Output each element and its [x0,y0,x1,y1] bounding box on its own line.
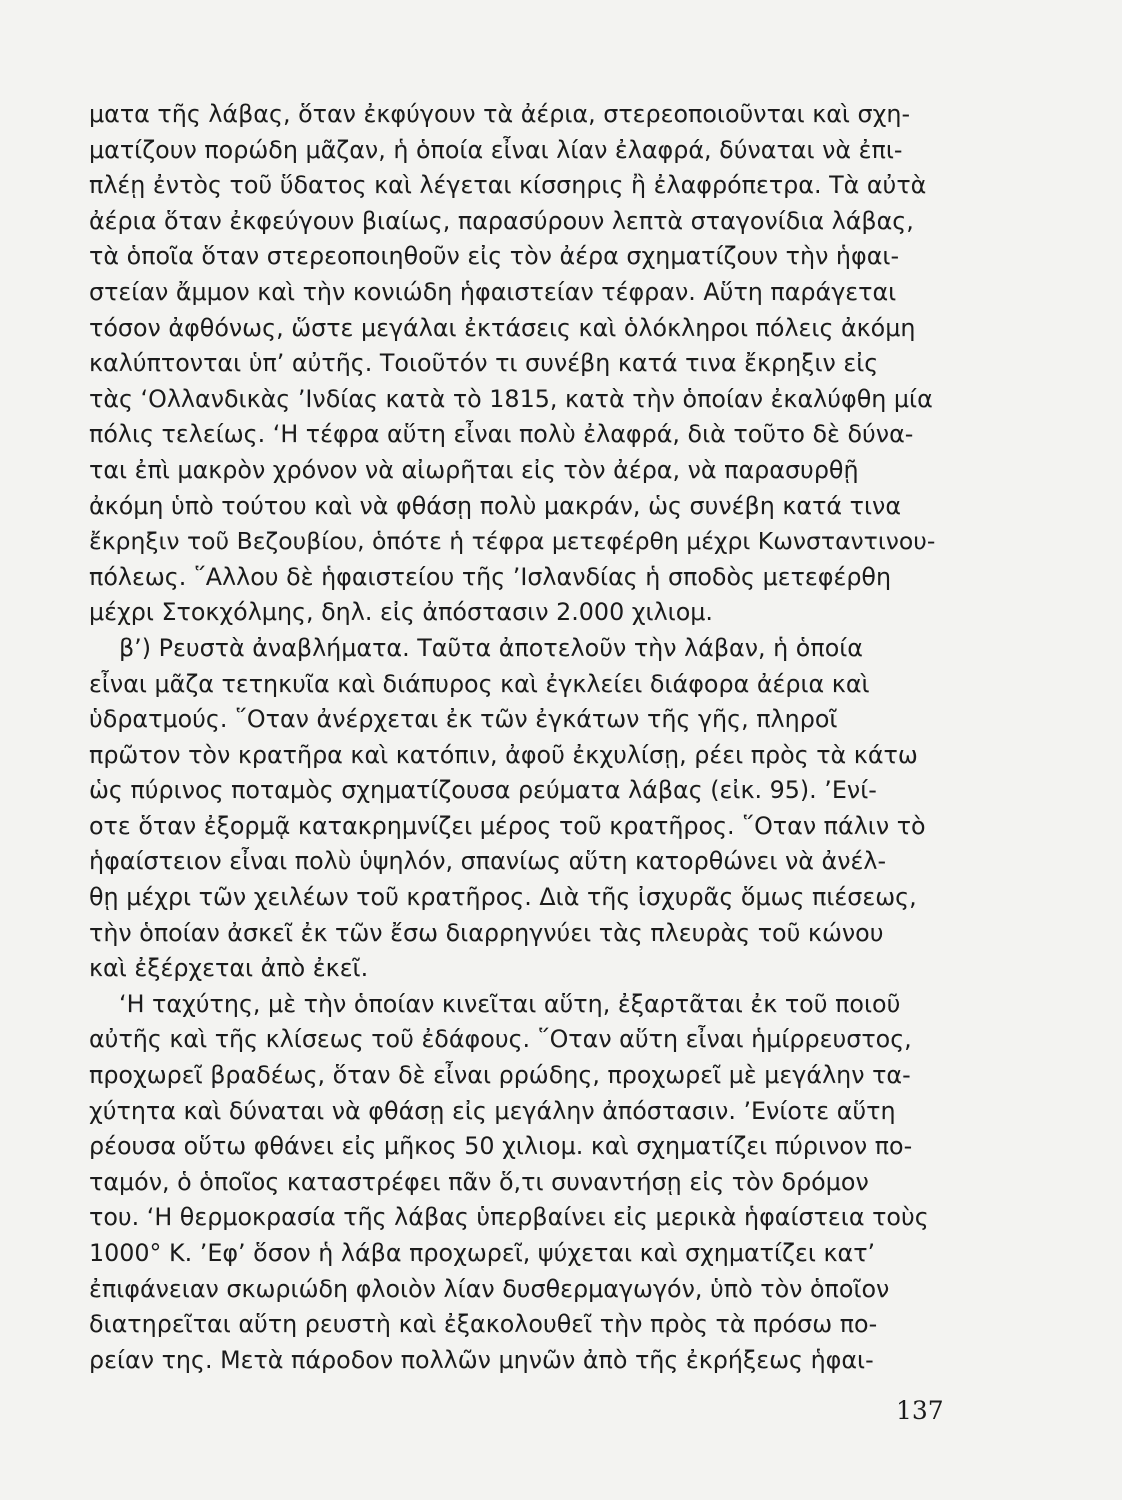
text-line: αὐτῆς καὶ τῆς κλίσεως τοῦ ἐδάφους. ῞Οταν αὕτη εἶναι ἡμίρρευστος, [89,1025,912,1054]
text-line: διατηρεῖται αὕτη ρευστὴ καὶ ἐξακολουθεῖ τὴν πρὸς τὰ πρόσω πο- [89,1310,878,1339]
text-line: ταμόν, ὁ ὁποῖος καταστρέφει πᾶν ὅ,τι συναντήσῃ εἰς τὸν δρόμον [89,1167,869,1196]
text-line: β’) Ρευστὰ ἀναβλήματα. Ταῦτα ἀποτελοῦν τὴν λάβαν, ἡ ὁποία [119,633,863,662]
body-text [89,97,937,1378]
text-line: ἀκόμη ὑπὸ τούτου καὶ νὰ φθάσῃ πολὺ μακράν, ὡς συνέβη κατά τινα [89,491,902,520]
text-line: 1000° Κ. ’Εφ’ ὅσον ἡ λάβα προχωρεῖ, ψύχεται καὶ σχηματίζει κατ’ [89,1239,876,1267]
text-line: ται ἐπὶ μακρὸν χρόνον νὰ αἰωρῆται εἰς τὸν ἀέρα, νὰ παρασυρθῇ [89,455,859,484]
page-number: 137 [896,1396,944,1425]
text-line: πόλεως. ῞Αλλου δὲ ἡφαιστείου τῆς ’Ισλανδίας ἡ σποδὸς μετεφέρθη [89,562,892,591]
text-line: ὑδρατμούς. ῞Οταν ἀνέρχεται ἐκ τῶν ἐγκάτων τῆς γῆς, πληροῖ [89,705,838,734]
text-line: του. ‘Η θερμοκρασία τῆς λάβας ὑπερβαίνει εἰς μερικὰ ἡφαίστεια τοὺς [89,1203,929,1232]
text-line: στείαν ἄμμον καὶ τὴν κονιώδη ἡφαιστείαν τέφραν. Αὕτη παράγεται [89,277,897,306]
text-line: ρείαν της. Μετὰ πάροδον πολλῶν μηνῶν ἀπὸ τῆς ἐκρήξεως ἡφαι- [89,1345,874,1374]
text-line: πόλις τελείως. ‘Η τέφρα αὕτη εἶναι πολὺ ἐλαφρά, διὰ τοῦτο δὲ δύνα- [89,420,914,449]
text-line: προχωρεῖ βραδέως, ὅταν δὲ εἶναι ρρώδης, προχωρεῖ μὲ μεγάλην τα- [89,1061,911,1090]
text-line: καλύπτονται ὑπ’ αὐτῆς. Τοιοῦτόν τι συνέβη κατά τινα ἔκρηξιν εἰς [89,349,879,378]
text-line: πρῶτον τὸν κρατῆρα καὶ κατόπιν, ἀφοῦ ἐκχυλίσῃ, ρέει πρὸς τὰ κάτω [89,740,918,769]
text-line: ρέουσα οὕτω φθάνει εἰς μῆκος 50 χιλιομ. καὶ σχηματίζει πύρινον πο- [89,1132,913,1161]
text-line: καὶ ἐξέρχεται ἀπὸ ἐκεῖ. [89,954,369,983]
text-line: ἡφαίστειον εἶναι πολὺ ὑψηλόν, σπανίως αὕτη κατορθώνει νὰ ἀνέλ- [89,847,887,876]
text-line: ἀέρια ὅταν ἐκφεύγουν βιαίως, παρασύρουν λεπτὰ σταγονίδια λάβας, [89,206,914,235]
text-line: ‘Η ταχύτης, μὲ τὴν ὁποίαν κινεῖται αὕτη, ἐξαρτᾶται ἐκ τοῦ ποιοῦ [119,989,901,1018]
text-line: πλέῃ ἐντὸς τοῦ ὕδατος καὶ λέγεται κίσσηρις ἢ ἐλαφρόπετρα. Τὰ αὐτὰ [89,171,927,200]
text-line: τόσον ἀφθόνως, ὥστε μεγάλαι ἐκτάσεις καὶ ὁλόκληροι πόλεις ἀκόμη [89,313,916,342]
text-line: τὰς ‘Ολλανδικὰς ’Ινδίας κατὰ τὸ 1815, κατὰ τὴν ὁποίαν ἐκαλύφθη μία [89,384,933,413]
text-line: ὡς πύρινος ποταμὸς σχηματίζουσα ρεύματα λάβας (εἰκ. 95). ’Ενί- [89,776,877,805]
text-line: τὰ ὁποῖα ὅταν στερεοποιηθοῦν εἰς τὸν ἀέρα σχηματίζουν τὴν ἡφαι- [89,242,900,271]
text-line: τὴν ὁποίαν ἀσκεῖ ἐκ τῶν ἔσω διαρρηγνύει τὰς πλευρὰς τοῦ κώνου [89,918,884,947]
text-line: οτε ὅταν ἐξορμᾷ κατακρημνίζει μέρος τοῦ κρατῆρος. ῞Οταν πάλιν τὸ [89,811,926,840]
text-line: εἶναι μᾶζα τετηκυῖα καὶ διάπυρος καὶ ἐγκλείει διάφορα ἀέρια καὶ [89,669,870,698]
text-line: μέχρι Στοκχόλμης, δηλ. εἰς ἀπόστασιν 2.000 χιλιομ. [89,598,713,627]
text-line: ματα τῆς λάβας, ὅταν ἐκφύγουν τὰ ἀέρια, στερεοποιοῦνται καὶ σχη- [89,100,911,128]
text-line: χύτητα καὶ δύναται νὰ φθάσῃ εἰς μεγάλην ἀπόστασιν. ’Ενίοτε αὕτη [89,1096,896,1125]
text-line: ἐπιφάνειαν σκωριώδη φλοιὸν λίαν δυσθερμαγωγόν, ὑπὸ τὸν ὁποῖον [89,1274,890,1303]
text-line: ματίζουν πορώδη μᾶζαν, ἡ ὁποία εἶναι λίαν ἐλαφρά, δύναται νὰ ἐπι- [89,135,903,164]
text-line: ἔκρηξιν τοῦ Βεζουβίου, ὁπότε ἡ τέφρα μετεφέρθη μέχρι Κωνσταντινου- [89,527,936,556]
text-line: θῃ μέχρι τῶν χειλέων τοῦ κρατῆρος. Διὰ τῆς ἰσχυρᾶς ὅμως πιέσεως, [89,883,917,912]
